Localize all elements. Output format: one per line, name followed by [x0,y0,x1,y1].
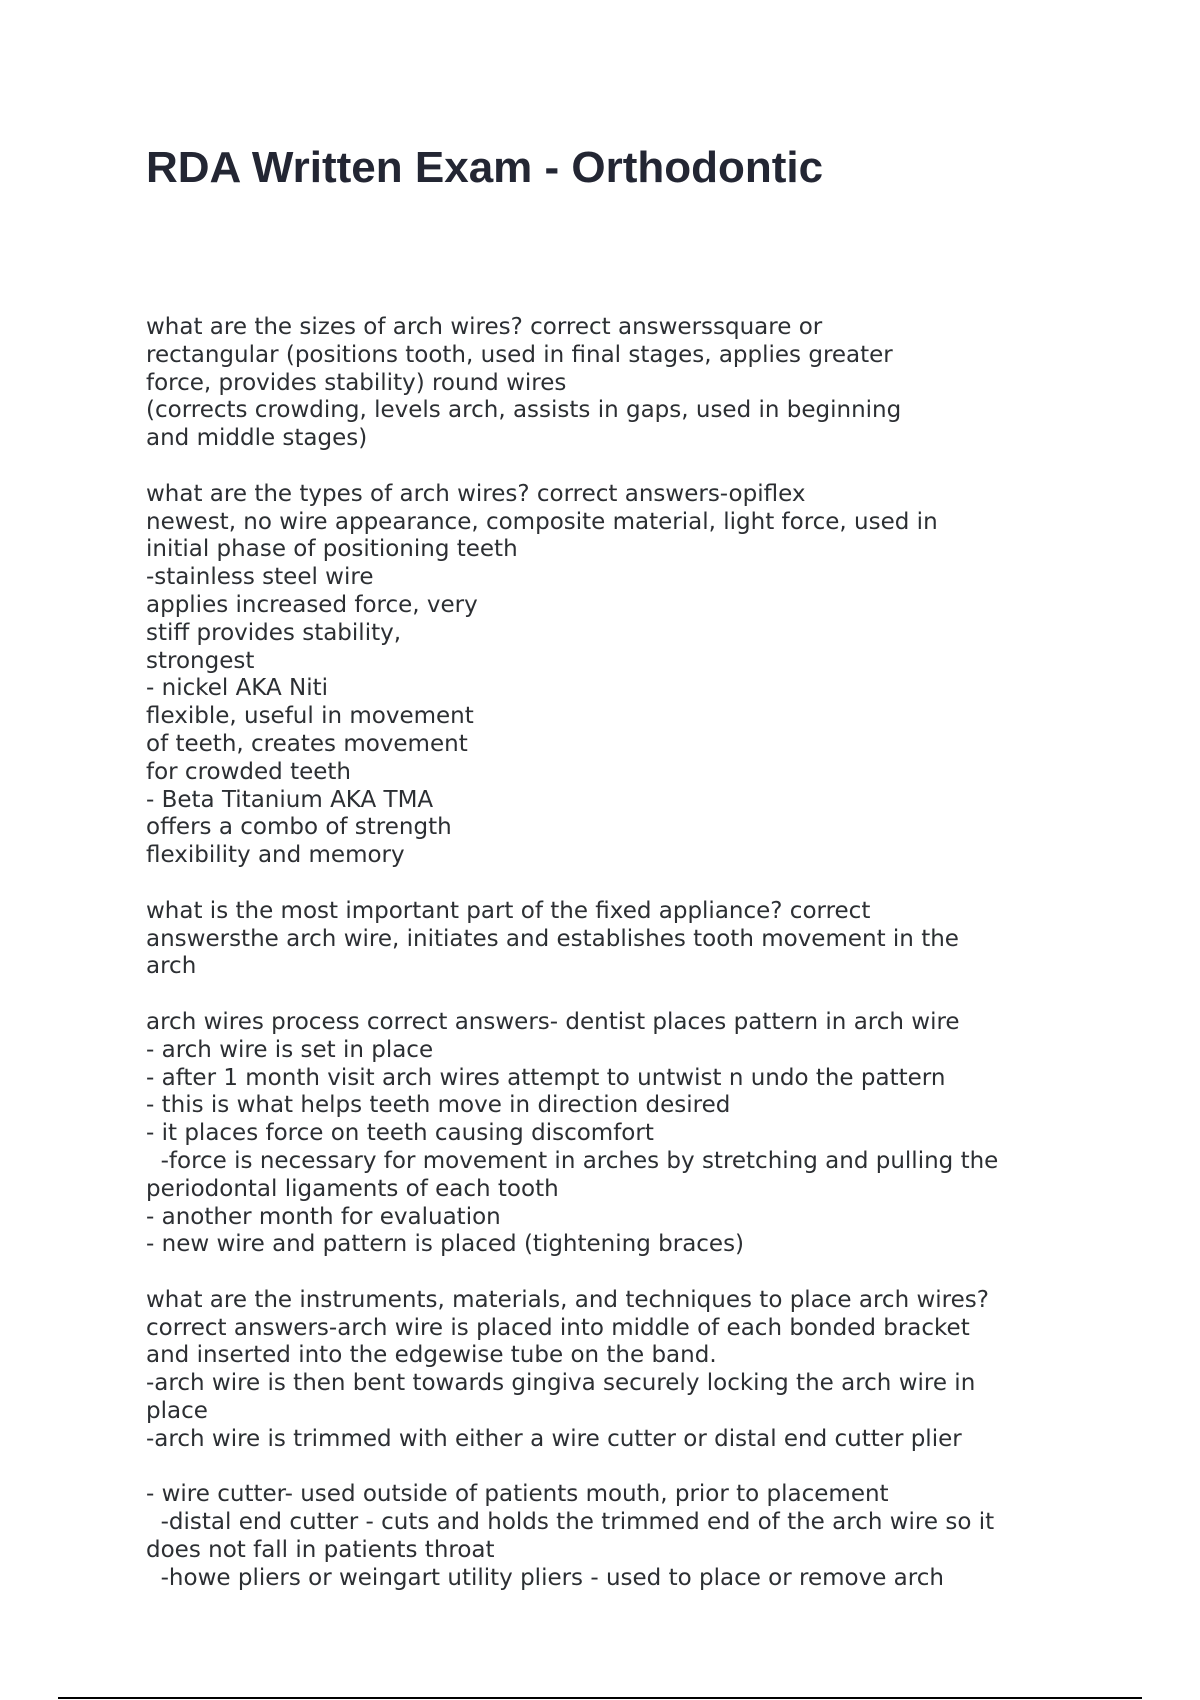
text-line: of teeth, creates movement [146,730,468,757]
text-line: - another month for evaluation [146,1203,501,1230]
text-line: - wire cutter- used outside of patients mouth, prior to placement [146,1481,889,1508]
document-body [146,314,1066,1593]
paragraph-spacer [146,1454,1066,1482]
text-line: -stainless steel wire [146,564,374,591]
text-line: does not fall in patients throat [146,1537,495,1564]
paragraph-spacer [146,870,1066,898]
text-line: - this is what helps teeth move in direction desired [146,1092,731,1119]
text-line: newest, no wire appearance, composite material, light force, used in [146,508,938,535]
text-line: - after 1 month visit arch wires attempt to untwist n undo the pattern [146,1064,946,1091]
text-line: initial phase of positioning teeth [146,536,518,563]
text-line: and middle stages) [146,425,368,452]
text-line: what are the types of arch wires? correct answers-opiflex [146,480,806,507]
text-line: - it places force on teeth causing discomfort [146,1120,654,1147]
text-line: flexibility and memory [146,842,405,869]
page-bottom-rule [58,1697,1142,1699]
text-line: periodontal ligaments of each tooth [146,1175,559,1202]
text-line: correct answers-arch wire is placed into middle of each bonded bracket [146,1314,970,1341]
paragraph-spacer [146,453,1066,481]
text-line: strongest [146,647,255,674]
text-line: flexible, useful in movement [146,703,474,730]
text-line: stiff provides stability, [146,619,402,646]
text-line: offers a combo of strength [146,814,452,841]
text-line: what are the instruments, materials, and techniques to place arch wires? [146,1286,989,1313]
page-title: RDA Written Exam - Orthodontic [146,143,824,192]
text-line: rectangular (positions tooth, used in final stages, applies greater [146,341,893,368]
text-line: -distal end cutter - cuts and holds the trimmed end of the arch wire so it [146,1509,995,1536]
text-line: place [146,1398,208,1425]
text-line: (corrects crowding, levels arch, assists in gaps, used in beginning [146,397,902,424]
text-line: - new wire and pattern is placed (tightening braces) [146,1231,745,1258]
text-line: arch [146,953,197,980]
text-line: - nickel AKA Niti [146,675,329,702]
text-line: what is the most important part of the fixed appliance? correct [146,897,871,924]
text-line: force, provides stability) round wires [146,369,567,396]
text-line: -force is necessary for movement in arches by stretching and pulling the [146,1147,999,1174]
text-line: -howe pliers or weingart utility pliers - used to place or remove arch [146,1564,944,1591]
text-line: - Beta Titanium AKA TMA [146,786,434,813]
text-line: answersthe arch wire, initiates and establishes tooth movement in the [146,925,959,952]
paragraph-spacer [146,1259,1066,1287]
text-line: applies increased force, very [146,591,478,618]
paragraph-spacer [146,981,1066,1009]
text-line: -arch wire is trimmed with either a wire cutter or distal end cutter plier [146,1425,962,1452]
text-line: for crowded teeth [146,758,351,785]
text-line: and inserted into the edgewise tube on the band. [146,1342,717,1369]
text-line: -arch wire is then bent towards gingiva securely locking the arch wire in [146,1370,976,1397]
text-line: arch wires process correct answers- dentist places pattern in arch wire [146,1008,960,1035]
text-line: what are the sizes of arch wires? correct answerssquare or [146,314,823,340]
text-line: - arch wire is set in place [146,1036,434,1063]
